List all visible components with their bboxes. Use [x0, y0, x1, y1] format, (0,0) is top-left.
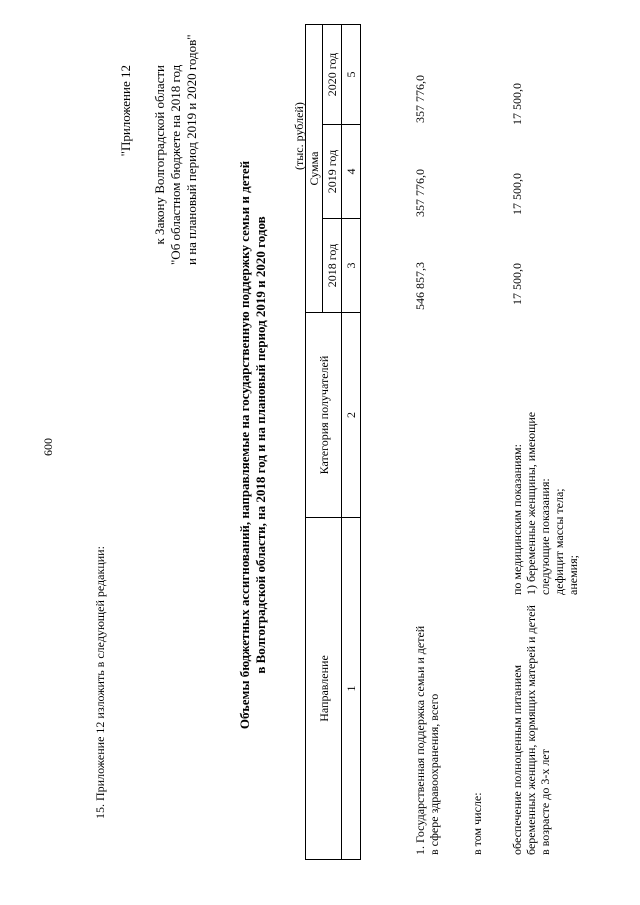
document-title — [237, 95, 269, 795]
appendix-header — [118, 34, 200, 265]
title-line-2: в Волгоградской области, на 2018 год и на плановый период 2019 и 2020 годов — [253, 216, 268, 674]
header-year-2019: 2019 год — [323, 125, 342, 219]
appendix-title: "Приложение 12 — [118, 65, 133, 157]
row-3-value-2019: 17 500,0 — [510, 173, 524, 215]
budget-table-header — [305, 24, 361, 860]
col-number-3: 3 — [342, 219, 361, 313]
col-number-1: 1 — [342, 518, 361, 860]
row-2-direction: в том числе: — [470, 792, 484, 855]
intro-text: 15. Приложение 12 изложить в следующей редакции: — [93, 546, 107, 819]
header-year-2018: 2018 год — [323, 219, 342, 313]
row-3-direction: обеспечение полноценным питанием беременных женщин, кормящих матерей и детей в возрасте до 3-х лет — [510, 605, 552, 855]
col-number-4: 4 — [342, 125, 361, 219]
appendix-spacer — [134, 65, 152, 265]
header-sum: Сумма — [306, 24, 323, 312]
row-3-category-line-4: дефицит массы тела; — [552, 488, 566, 595]
header-year-2020: 2020 год — [323, 24, 342, 124]
appendix-law: к Закону Волгоградской области — [152, 65, 167, 245]
row-3-category-line-1: по медицинским показаниям: — [510, 444, 524, 595]
header-direction: Направление — [306, 518, 342, 860]
page-number: 600 — [41, 438, 55, 456]
units-label: (тыс. рублей) — [292, 102, 306, 170]
row-3-category-line-5: анемия; — [566, 555, 580, 595]
row-3-category — [510, 325, 580, 595]
row-3-value-2020: 17 500,0 — [510, 83, 524, 125]
appendix-budget: "Об областном бюджете на 2018 год — [168, 64, 183, 265]
row-1-value-2018: 546 857,3 — [413, 262, 427, 310]
row-3-category-line-2: 1) беременные женщины, имеющие — [524, 411, 538, 595]
appendix-period: и на плановый период 2019 и 2020 годов" — [184, 34, 199, 265]
header-category: Категория получателей — [306, 313, 342, 518]
col-number-5: 5 — [342, 24, 361, 124]
row-1-value-2020: 357 776,0 — [413, 75, 427, 123]
col-number-2: 2 — [342, 313, 361, 518]
row-1-value-2019: 357 776,0 — [413, 169, 427, 217]
row-3-value-2018: 17 500,0 — [510, 263, 524, 305]
row-1-direction: 1. Государственная поддержка семьи и детей в сфере здравоохранения, всего — [413, 625, 441, 855]
row-3-category-line-3: следующие показания: — [538, 478, 552, 595]
title-line-1: Объемы бюджетных ассигнований, направляемые на государственную поддержку семьи и детей — [237, 160, 252, 730]
